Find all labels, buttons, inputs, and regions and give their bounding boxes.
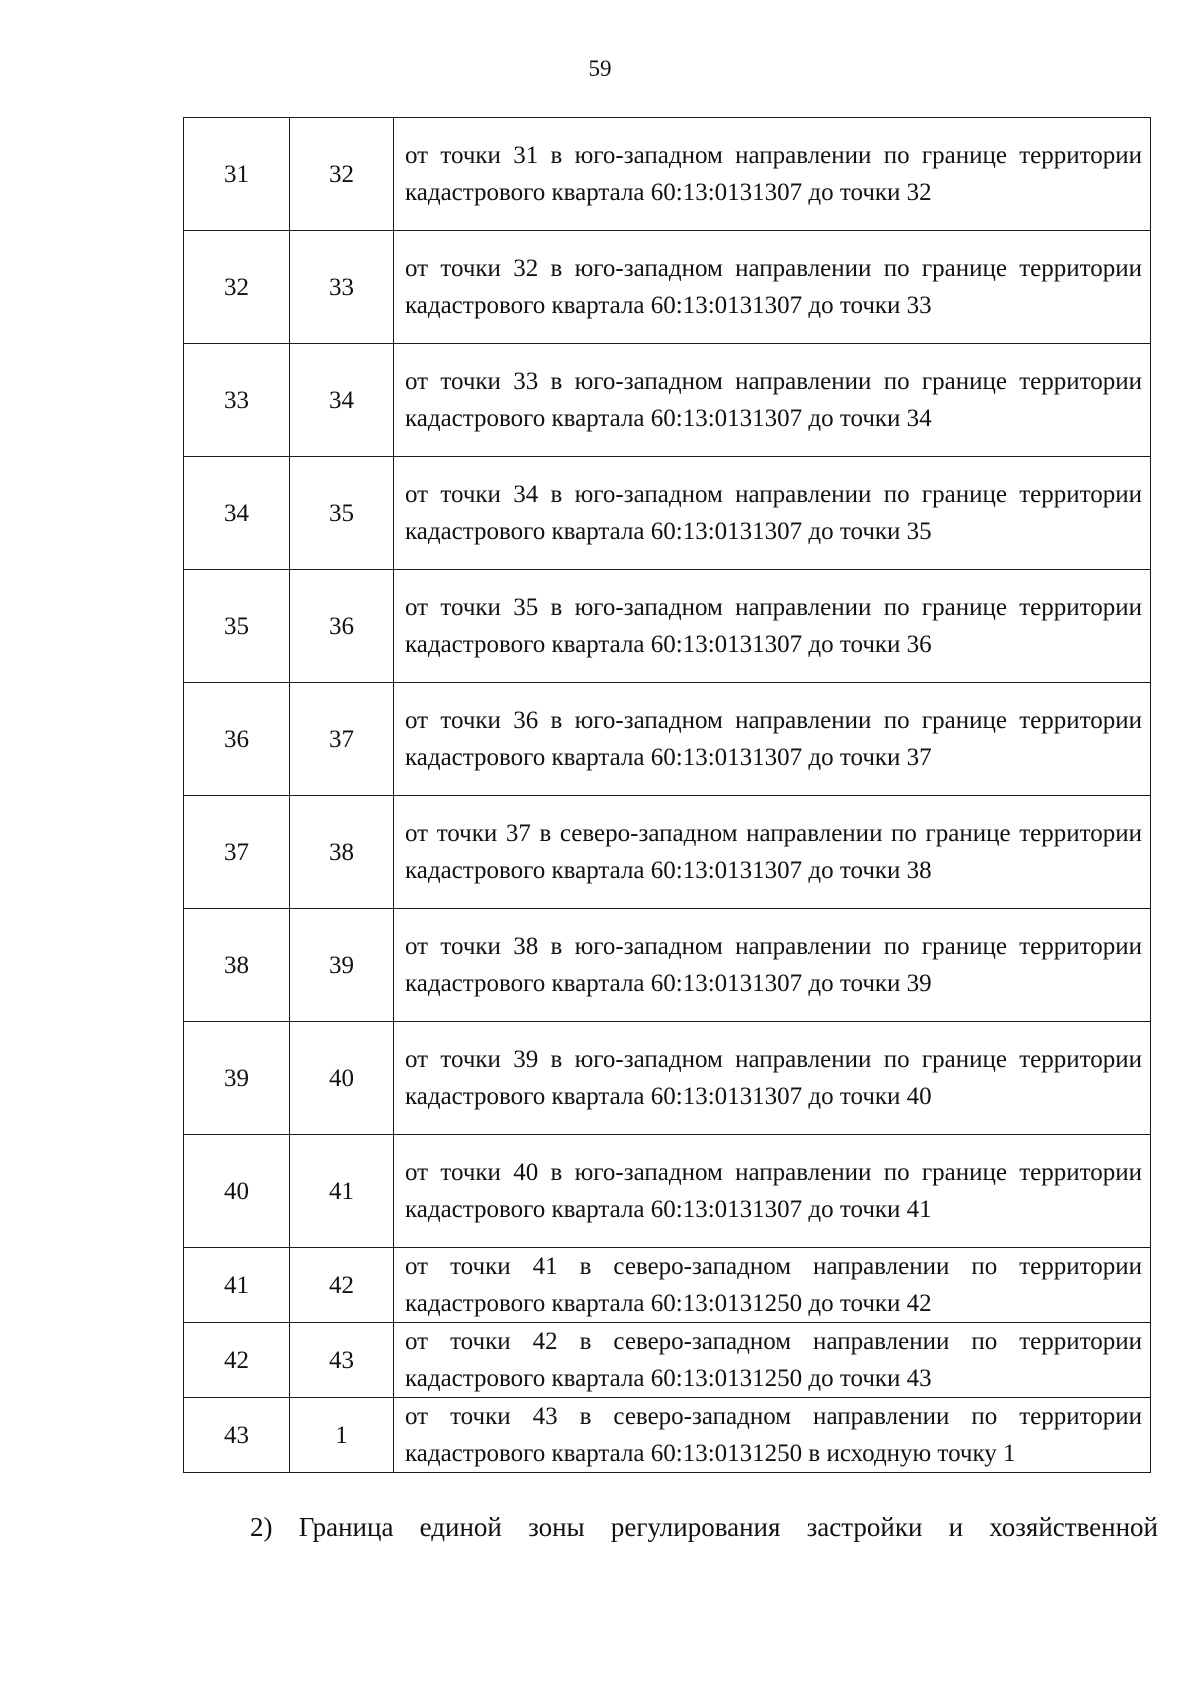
table-row bbox=[184, 570, 1151, 683]
to-point-cell: 41 bbox=[290, 1135, 394, 1248]
to-point-cell: 36 bbox=[290, 570, 394, 683]
from-point-cell: 35 bbox=[184, 570, 290, 683]
boundary-description-cell: от точки 41 в северо-западном направлении по территории кадастрового квартала 60:13:0131250 до точки 42 bbox=[394, 1248, 1151, 1323]
to-point-cell: 34 bbox=[290, 344, 394, 457]
table-row bbox=[184, 796, 1151, 909]
to-point-cell: 43 bbox=[290, 1323, 394, 1398]
from-point-cell: 37 bbox=[184, 796, 290, 909]
boundary-description-cell: от точки 34 в юго-западном направлении по границе территории кадастрового квартала 60:13:0131307 до точки 35 bbox=[394, 457, 1151, 570]
to-point-cell: 37 bbox=[290, 683, 394, 796]
boundary-description-cell: от точки 36 в юго-западном направлении по границе территории кадастрового квартала 60:13:0131307 до точки 37 bbox=[394, 683, 1151, 796]
from-point-cell: 41 bbox=[184, 1248, 290, 1323]
boundary-description-cell: от точки 31 в юго-западном направлении по границе территории кадастрового квартала 60:13:0131307 до точки 32 bbox=[394, 118, 1151, 231]
table-row bbox=[184, 1323, 1151, 1398]
page-number: 59 bbox=[588, 56, 612, 81]
boundary-description-cell: от точки 42 в северо-западном направлении по территории кадастрового квартала 60:13:0131250 до точки 43 bbox=[394, 1323, 1151, 1398]
table-row bbox=[184, 909, 1151, 1022]
to-point-cell: 1 bbox=[290, 1398, 394, 1473]
section-heading-text: 2) Граница единой зоны регулирования застройки и хозяйственной bbox=[250, 1512, 1158, 1542]
boundary-description-cell: от точки 32 в юго-западном направлении по границе территории кадастрового квартала 60:13:0131307 до точки 33 bbox=[394, 231, 1151, 344]
from-point-cell: 43 bbox=[184, 1398, 290, 1473]
from-point-cell: 32 bbox=[184, 231, 290, 344]
to-point-cell: 42 bbox=[290, 1248, 394, 1323]
from-point-cell: 38 bbox=[184, 909, 290, 1022]
table-row bbox=[184, 1398, 1151, 1473]
table-row bbox=[184, 1022, 1151, 1135]
from-point-cell: 34 bbox=[184, 457, 290, 570]
table-row bbox=[184, 683, 1151, 796]
table-row bbox=[184, 344, 1151, 457]
table-row bbox=[184, 231, 1151, 344]
from-point-cell: 36 bbox=[184, 683, 290, 796]
from-point-cell: 33 bbox=[184, 344, 290, 457]
from-point-cell: 39 bbox=[184, 1022, 290, 1135]
to-point-cell: 38 bbox=[290, 796, 394, 909]
to-point-cell: 39 bbox=[290, 909, 394, 1022]
table-row bbox=[184, 1248, 1151, 1323]
boundary-description-cell: от точки 39 в юго-западном направлении по границе территории кадастрового квартала 60:13:0131307 до точки 40 bbox=[394, 1022, 1151, 1135]
from-point-cell: 42 bbox=[184, 1323, 290, 1398]
boundary-description-cell: от точки 33 в юго-западном направлении по границе территории кадастрового квартала 60:13:0131307 до точки 34 bbox=[394, 344, 1151, 457]
from-point-cell: 40 bbox=[184, 1135, 290, 1248]
boundary-description-cell: от точки 37 в северо-западном направлении по границе территории кадастрового квартала 60:13:0131307 до точки 38 bbox=[394, 796, 1151, 909]
from-point-cell: 31 bbox=[184, 118, 290, 231]
to-point-cell: 32 bbox=[290, 118, 394, 231]
table-row bbox=[184, 118, 1151, 231]
to-point-cell: 40 bbox=[290, 1022, 394, 1135]
to-point-cell: 33 bbox=[290, 231, 394, 344]
table-row bbox=[184, 457, 1151, 570]
to-point-cell: 35 bbox=[290, 457, 394, 570]
boundary-description-cell: от точки 40 в юго-западном направлении по границе территории кадастрового квартала 60:13:0131307 до точки 41 bbox=[394, 1135, 1151, 1248]
boundary-description-cell: от точки 35 в юго-западном направлении по границе территории кадастрового квартала 60:13:0131307 до точки 36 bbox=[394, 570, 1151, 683]
boundary-description-cell: от точки 43 в северо-западном направлении по территории кадастрового квартала 60:13:0131250 в исходную точку 1 bbox=[394, 1398, 1151, 1473]
table-row bbox=[184, 1135, 1151, 1248]
boundary-points-table bbox=[183, 117, 1151, 1473]
boundary-description-cell: от точки 38 в юго-западном направлении по границе территории кадастрового квартала 60:13:0131307 до точки 39 bbox=[394, 909, 1151, 1022]
